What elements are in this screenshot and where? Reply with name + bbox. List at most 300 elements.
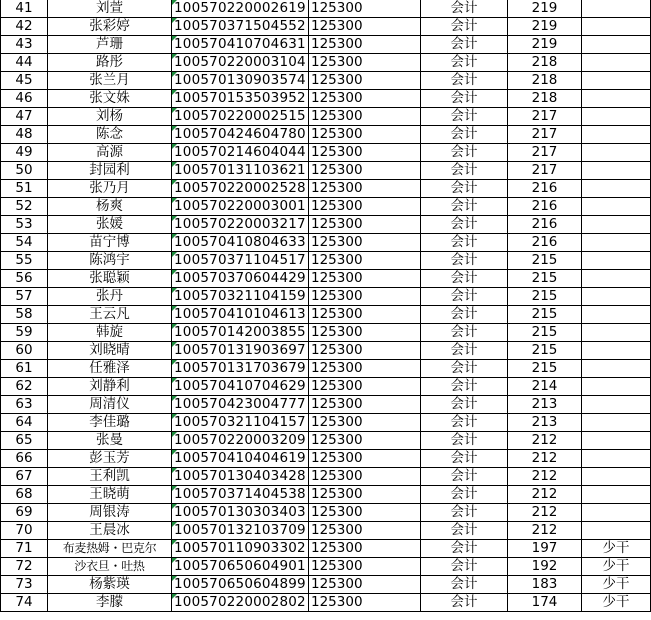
exam-id-cell[interactable]: [172, 324, 309, 342]
name-cell[interactable]: 刘晓晴: [48, 342, 172, 360]
score-cell[interactable]: 197: [508, 540, 582, 558]
score-cell[interactable]: 218: [508, 72, 582, 90]
major-code-cell[interactable]: 125300: [309, 180, 421, 198]
table-body: [1, 0, 651, 612]
row-number-cell[interactable]: 46: [1, 90, 48, 108]
major-name-cell[interactable]: 会计: [421, 162, 508, 180]
major-name-cell[interactable]: 会计: [421, 126, 508, 144]
exam-id-text: 100570131103621: [174, 162, 306, 178]
score-cell[interactable]: 216: [508, 234, 582, 252]
table-row: [1, 36, 651, 54]
row-number-cell[interactable]: 69: [1, 504, 48, 522]
table-row: [1, 540, 651, 558]
major-name-cell[interactable]: 会计: [421, 504, 508, 522]
text-number-warning-icon: [172, 252, 177, 257]
row-number-cell[interactable]: 62: [1, 378, 48, 396]
major-code-cell[interactable]: 125300: [309, 252, 421, 270]
name-cell[interactable]: 苗宁博: [48, 234, 172, 252]
major-code-cell[interactable]: 125300: [309, 486, 421, 504]
major-code-cell[interactable]: 125300: [309, 270, 421, 288]
exam-id-text: 100570220003001: [174, 198, 306, 214]
major-code-cell[interactable]: 125300: [309, 558, 421, 576]
row-number-cell[interactable]: 65: [1, 432, 48, 450]
score-cell[interactable]: 216: [508, 216, 582, 234]
major-name-cell[interactable]: 会计: [421, 252, 508, 270]
exam-id-cell[interactable]: [172, 216, 309, 234]
note-cell[interactable]: [582, 36, 651, 54]
note-cell[interactable]: 少干: [582, 576, 651, 594]
exam-id-cell[interactable]: [172, 540, 309, 558]
note-cell[interactable]: [582, 270, 651, 288]
major-name-cell[interactable]: 会计: [421, 90, 508, 108]
row-number-cell[interactable]: 58: [1, 306, 48, 324]
exam-id-cell[interactable]: [172, 378, 309, 396]
text-number-warning-icon: [172, 558, 177, 563]
name-cell[interactable]: 张媛: [48, 216, 172, 234]
score-cell[interactable]: 174: [508, 594, 582, 612]
major-code-cell[interactable]: 125300: [309, 504, 421, 522]
row-number-cell[interactable]: 49: [1, 144, 48, 162]
name-cell[interactable]: 张乃月: [48, 180, 172, 198]
table-row: [1, 144, 651, 162]
note-cell[interactable]: [582, 252, 651, 270]
name-cell[interactable]: 路彤: [48, 54, 172, 72]
major-name-cell[interactable]: 会计: [421, 378, 508, 396]
name-cell[interactable]: 韩旋: [48, 324, 172, 342]
score-cell[interactable]: 212: [508, 486, 582, 504]
row-number-cell[interactable]: 53: [1, 216, 48, 234]
exam-id-cell[interactable]: [172, 144, 309, 162]
exam-id-cell[interactable]: [172, 252, 309, 270]
row-number-cell[interactable]: 57: [1, 288, 48, 306]
name-cell[interactable]: 刘萱: [48, 0, 172, 18]
major-name-cell[interactable]: 会计: [421, 396, 508, 414]
row-number-cell[interactable]: 54: [1, 234, 48, 252]
major-name-cell[interactable]: 会计: [421, 54, 508, 72]
row-number-cell[interactable]: 48: [1, 126, 48, 144]
note-cell[interactable]: [582, 90, 651, 108]
name-cell[interactable]: 王云凡: [48, 306, 172, 324]
note-cell[interactable]: [582, 18, 651, 36]
row-number-cell[interactable]: 55: [1, 252, 48, 270]
exam-id-text: 100570130403428: [174, 468, 306, 484]
major-code-cell[interactable]: 125300: [309, 144, 421, 162]
exam-id-cell[interactable]: [172, 342, 309, 360]
exam-id-text: 100570132103709: [174, 522, 306, 538]
name-cell[interactable]: 杨爽: [48, 198, 172, 216]
note-cell[interactable]: 少干: [582, 558, 651, 576]
text-number-warning-icon: [172, 108, 177, 113]
major-name-cell[interactable]: 会计: [421, 540, 508, 558]
exam-id-cell[interactable]: [172, 234, 309, 252]
major-code-cell[interactable]: 125300: [309, 342, 421, 360]
table-row: [1, 324, 651, 342]
note-cell[interactable]: [582, 360, 651, 378]
text-number-warning-icon: [172, 342, 177, 347]
text-number-warning-icon: [172, 378, 177, 383]
row-number-cell[interactable]: 64: [1, 414, 48, 432]
major-name-cell[interactable]: 会计: [421, 558, 508, 576]
exam-id-cell[interactable]: [172, 468, 309, 486]
table-row: [1, 54, 651, 72]
table-row: [1, 72, 651, 90]
exam-id-text: 100570220002515: [174, 108, 306, 124]
score-cell[interactable]: 216: [508, 180, 582, 198]
row-number-cell[interactable]: 41: [1, 0, 48, 18]
score-cell[interactable]: 218: [508, 90, 582, 108]
table-row: [1, 270, 651, 288]
text-number-warning-icon: [172, 90, 177, 95]
major-name-cell[interactable]: 会计: [421, 360, 508, 378]
major-code-cell[interactable]: 125300: [309, 36, 421, 54]
note-cell[interactable]: [582, 72, 651, 90]
exam-id-cell[interactable]: [172, 162, 309, 180]
note-cell[interactable]: [582, 0, 651, 18]
name-cell[interactable]: 沙衣旦・吐热: [48, 558, 172, 576]
score-cell[interactable]: 217: [508, 162, 582, 180]
name-cell[interactable]: 张丹: [48, 288, 172, 306]
row-number-cell[interactable]: 50: [1, 162, 48, 180]
major-name-cell[interactable]: 会计: [421, 486, 508, 504]
major-name-cell[interactable]: 会计: [421, 450, 508, 468]
row-number-cell[interactable]: 43: [1, 36, 48, 54]
major-name-cell[interactable]: 会计: [421, 468, 508, 486]
text-number-warning-icon: [172, 18, 177, 23]
score-cell[interactable]: 219: [508, 36, 582, 54]
name-cell[interactable]: 张聪颖: [48, 270, 172, 288]
major-name-cell[interactable]: 会计: [421, 180, 508, 198]
name-cell[interactable]: 陈鸿宇: [48, 252, 172, 270]
name-cell[interactable]: 封园利: [48, 162, 172, 180]
name-cell[interactable]: 李佳璐: [48, 414, 172, 432]
score-cell[interactable]: 213: [508, 414, 582, 432]
table-row: [1, 18, 651, 36]
major-code-cell[interactable]: 125300: [309, 360, 421, 378]
table-row: [1, 306, 651, 324]
note-cell[interactable]: [582, 522, 651, 540]
text-number-warning-icon: [172, 36, 177, 41]
note-cell[interactable]: [582, 306, 651, 324]
major-code-cell[interactable]: 125300: [309, 522, 421, 540]
major-code-cell[interactable]: 125300: [309, 72, 421, 90]
name-cell[interactable]: 张兰月: [48, 72, 172, 90]
table-row: [1, 360, 651, 378]
score-cell[interactable]: 183: [508, 576, 582, 594]
score-cell[interactable]: 215: [508, 342, 582, 360]
exam-id-cell[interactable]: [172, 594, 309, 612]
score-cell[interactable]: 212: [508, 450, 582, 468]
note-cell[interactable]: [582, 180, 651, 198]
table-row: [1, 486, 651, 504]
text-number-warning-icon: [172, 540, 177, 545]
note-cell[interactable]: [582, 54, 651, 72]
name-cell[interactable]: 杨紫瑛: [48, 576, 172, 594]
major-name-cell[interactable]: 会计: [421, 288, 508, 306]
major-code-cell[interactable]: 125300: [309, 468, 421, 486]
major-code-cell[interactable]: 125300: [309, 540, 421, 558]
name-cell[interactable]: 王利凯: [48, 468, 172, 486]
row-number-cell[interactable]: 45: [1, 72, 48, 90]
row-number-cell[interactable]: 72: [1, 558, 48, 576]
exam-id-cell[interactable]: [172, 450, 309, 468]
row-number-cell[interactable]: 70: [1, 522, 48, 540]
major-code-cell[interactable]: 125300: [309, 162, 421, 180]
exam-id-text: 100570131903697: [174, 342, 306, 358]
major-name-cell[interactable]: 会计: [421, 342, 508, 360]
exam-id-cell[interactable]: [172, 90, 309, 108]
note-cell[interactable]: [582, 486, 651, 504]
exam-id-text: 100570371404538: [174, 486, 306, 502]
exam-id-cell[interactable]: [172, 414, 309, 432]
major-code-cell[interactable]: 125300: [309, 432, 421, 450]
text-number-warning-icon: [172, 72, 177, 77]
name-cell[interactable]: 陈念: [48, 126, 172, 144]
major-name-cell[interactable]: 会计: [421, 18, 508, 36]
major-name-cell[interactable]: 会计: [421, 270, 508, 288]
major-name-cell[interactable]: 会计: [421, 108, 508, 126]
text-number-warning-icon: [172, 198, 177, 203]
table-row: [1, 108, 651, 126]
text-number-warning-icon: [172, 504, 177, 509]
exam-id-cell[interactable]: [172, 54, 309, 72]
note-cell[interactable]: [582, 468, 651, 486]
row-number-cell[interactable]: 60: [1, 342, 48, 360]
exam-id-cell[interactable]: [172, 108, 309, 126]
score-cell[interactable]: 192: [508, 558, 582, 576]
note-cell[interactable]: [582, 378, 651, 396]
score-cell[interactable]: 215: [508, 306, 582, 324]
note-cell[interactable]: [582, 108, 651, 126]
name-cell[interactable]: 王晓萌: [48, 486, 172, 504]
name-cell[interactable]: 刘杨: [48, 108, 172, 126]
score-cell[interactable]: 215: [508, 324, 582, 342]
major-code-cell[interactable]: 125300: [309, 108, 421, 126]
score-cell[interactable]: 217: [508, 144, 582, 162]
row-number-cell[interactable]: 74: [1, 594, 48, 612]
row-number-cell[interactable]: 63: [1, 396, 48, 414]
row-number-cell[interactable]: 52: [1, 198, 48, 216]
table-row: [1, 468, 651, 486]
major-name-cell[interactable]: 会计: [421, 594, 508, 612]
name-cell[interactable]: 任雅泽: [48, 360, 172, 378]
score-cell[interactable]: 212: [508, 522, 582, 540]
note-cell[interactable]: [582, 450, 651, 468]
score-cell[interactable]: 216: [508, 198, 582, 216]
name-cell[interactable]: 刘静利: [48, 378, 172, 396]
exam-id-cell[interactable]: [172, 288, 309, 306]
note-cell[interactable]: [582, 198, 651, 216]
table-row: [1, 504, 651, 522]
note-cell[interactable]: 少干: [582, 540, 651, 558]
score-cell[interactable]: 212: [508, 432, 582, 450]
exam-id-cell[interactable]: [172, 270, 309, 288]
major-name-cell[interactable]: 会计: [421, 144, 508, 162]
name-cell[interactable]: 张曼: [48, 432, 172, 450]
exam-id-text: 100570130903574: [174, 72, 306, 88]
major-name-cell[interactable]: 会计: [421, 234, 508, 252]
note-cell[interactable]: [582, 144, 651, 162]
major-code-cell[interactable]: 125300: [309, 126, 421, 144]
row-number-cell[interactable]: 59: [1, 324, 48, 342]
exam-id-cell[interactable]: [172, 0, 309, 18]
text-number-warning-icon: [172, 144, 177, 149]
score-cell[interactable]: 215: [508, 270, 582, 288]
major-code-cell[interactable]: 125300: [309, 216, 421, 234]
name-cell[interactable]: 周银涛: [48, 504, 172, 522]
table-row: [1, 216, 651, 234]
major-name-cell[interactable]: 会计: [421, 72, 508, 90]
name-cell[interactable]: 彭玉芳: [48, 450, 172, 468]
major-name-cell[interactable]: 会计: [421, 324, 508, 342]
note-cell[interactable]: [582, 216, 651, 234]
score-cell[interactable]: 219: [508, 0, 582, 18]
exam-id-cell[interactable]: [172, 558, 309, 576]
score-cell[interactable]: 218: [508, 54, 582, 72]
note-cell[interactable]: [582, 234, 651, 252]
score-cell[interactable]: 217: [508, 108, 582, 126]
text-number-warning-icon: [172, 180, 177, 185]
name-cell[interactable]: 张文姝: [48, 90, 172, 108]
exam-id-cell[interactable]: [172, 576, 309, 594]
row-number-cell[interactable]: 71: [1, 540, 48, 558]
major-code-cell[interactable]: 125300: [309, 378, 421, 396]
major-code-cell[interactable]: 125300: [309, 90, 421, 108]
exam-id-text: 100570321104159: [174, 288, 306, 304]
note-cell[interactable]: 少干: [582, 594, 651, 612]
exam-id-cell[interactable]: [172, 18, 309, 36]
table-row: [1, 414, 651, 432]
row-number-cell[interactable]: 42: [1, 18, 48, 36]
text-number-warning-icon: [172, 450, 177, 455]
exam-id-text: 100570410104613: [174, 306, 306, 322]
table-row: [1, 432, 651, 450]
exam-id-cell[interactable]: [172, 36, 309, 54]
table-row: [1, 594, 651, 612]
name-cell[interactable]: 王晨冰: [48, 522, 172, 540]
major-code-cell[interactable]: 125300: [309, 0, 421, 18]
major-name-cell[interactable]: 会计: [421, 306, 508, 324]
exam-id-cell[interactable]: [172, 198, 309, 216]
text-number-warning-icon: [172, 54, 177, 59]
exam-id-text: 100570650604899: [174, 576, 306, 592]
major-name-cell[interactable]: 会计: [421, 0, 508, 18]
exam-id-cell[interactable]: [172, 180, 309, 198]
exam-id-cell[interactable]: [172, 126, 309, 144]
score-cell[interactable]: 212: [508, 468, 582, 486]
score-cell[interactable]: 214: [508, 378, 582, 396]
exam-id-cell[interactable]: [172, 432, 309, 450]
row-number-cell[interactable]: 66: [1, 450, 48, 468]
exam-id-cell[interactable]: [172, 72, 309, 90]
exam-id-cell[interactable]: [172, 486, 309, 504]
table-row: [1, 396, 651, 414]
score-cell[interactable]: 219: [508, 18, 582, 36]
name-cell[interactable]: 芦珊: [48, 36, 172, 54]
note-cell[interactable]: [582, 126, 651, 144]
note-cell[interactable]: [582, 288, 651, 306]
row-number-cell[interactable]: 51: [1, 180, 48, 198]
exam-id-cell[interactable]: [172, 306, 309, 324]
exam-id-text: 100570220003104: [174, 54, 306, 70]
exam-id-cell[interactable]: [172, 504, 309, 522]
row-number-cell[interactable]: 47: [1, 108, 48, 126]
exam-id-text: 100570130303403: [174, 504, 306, 520]
name-cell[interactable]: 周清仪: [48, 396, 172, 414]
exam-id-cell[interactable]: [172, 360, 309, 378]
note-cell[interactable]: [582, 504, 651, 522]
row-number-cell[interactable]: 44: [1, 54, 48, 72]
major-code-cell[interactable]: 125300: [309, 306, 421, 324]
text-number-warning-icon: [172, 162, 177, 167]
score-cell[interactable]: 215: [508, 252, 582, 270]
row-number-cell[interactable]: 68: [1, 486, 48, 504]
note-cell[interactable]: [582, 414, 651, 432]
exam-id-text: 100570410804633: [174, 234, 306, 250]
major-code-cell[interactable]: 125300: [309, 18, 421, 36]
name-cell[interactable]: 李朦: [48, 594, 172, 612]
exam-id-text: 100570423004777: [174, 396, 306, 412]
note-cell[interactable]: [582, 432, 651, 450]
row-number-cell[interactable]: 61: [1, 360, 48, 378]
major-code-cell[interactable]: 125300: [309, 414, 421, 432]
major-code-cell[interactable]: 125300: [309, 594, 421, 612]
major-code-cell[interactable]: 125300: [309, 54, 421, 72]
row-number-cell[interactable]: 67: [1, 468, 48, 486]
major-name-cell[interactable]: 会计: [421, 198, 508, 216]
major-name-cell[interactable]: 会计: [421, 576, 508, 594]
table-row: [1, 90, 651, 108]
score-cell[interactable]: 215: [508, 360, 582, 378]
exam-id-text: 100570410704629: [174, 378, 306, 394]
score-cell[interactable]: 215: [508, 288, 582, 306]
major-code-cell[interactable]: 125300: [309, 234, 421, 252]
major-code-cell[interactable]: 125300: [309, 396, 421, 414]
text-number-warning-icon: [172, 594, 177, 599]
name-cell[interactable]: 布麦热姆・巴克尔: [48, 540, 172, 558]
exam-id-cell[interactable]: [172, 522, 309, 540]
name-cell[interactable]: 张彩婷: [48, 18, 172, 36]
major-name-cell[interactable]: 会计: [421, 414, 508, 432]
row-number-cell[interactable]: 73: [1, 576, 48, 594]
major-code-cell[interactable]: 125300: [309, 576, 421, 594]
note-cell[interactable]: [582, 342, 651, 360]
major-code-cell[interactable]: 125300: [309, 198, 421, 216]
major-code-cell[interactable]: 125300: [309, 450, 421, 468]
major-name-cell[interactable]: 会计: [421, 432, 508, 450]
note-cell[interactable]: [582, 162, 651, 180]
major-code-cell[interactable]: 125300: [309, 288, 421, 306]
table-row: [1, 558, 651, 576]
exam-id-cell[interactable]: [172, 396, 309, 414]
name-cell[interactable]: 高源: [48, 144, 172, 162]
table-row: [1, 288, 651, 306]
table-row: [1, 198, 651, 216]
major-name-cell[interactable]: 会计: [421, 36, 508, 54]
exam-id-text: 100570410404619: [174, 450, 306, 466]
text-number-warning-icon: [172, 270, 177, 275]
row-number-cell[interactable]: 56: [1, 270, 48, 288]
note-cell[interactable]: [582, 396, 651, 414]
score-cell[interactable]: 217: [508, 126, 582, 144]
major-code-cell[interactable]: 125300: [309, 324, 421, 342]
score-cell[interactable]: 213: [508, 396, 582, 414]
score-cell[interactable]: 212: [508, 504, 582, 522]
major-name-cell[interactable]: 会计: [421, 522, 508, 540]
text-number-warning-icon: [172, 396, 177, 401]
major-name-cell[interactable]: 会计: [421, 216, 508, 234]
exam-id-text: 100570650604901: [174, 558, 306, 574]
note-cell[interactable]: [582, 324, 651, 342]
